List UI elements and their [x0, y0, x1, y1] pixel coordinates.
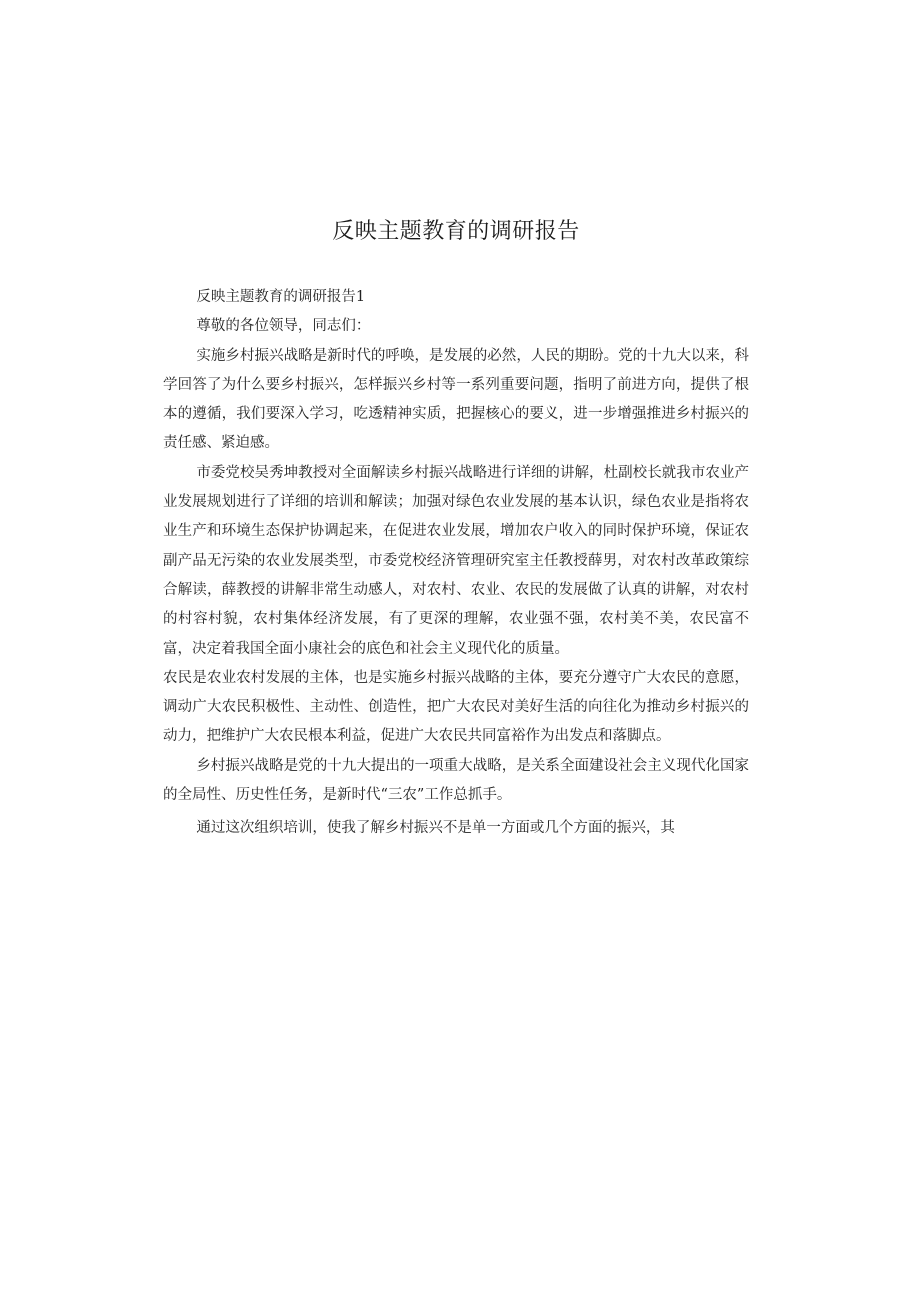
- paragraph: 通过这次组织培训，使我了解乡村振兴不是单一方面或几个方面的振兴，其: [196, 820, 675, 837]
- document-title: 反映主题教育的调研报告: [332, 219, 580, 244]
- document-subtitle: 反映主题教育的调研报告1: [196, 289, 366, 305]
- paragraph: 乡村振兴战略是党的十九大提出的一项重大战略，是关系全面建设社会主义现代化国家的全局性、历史性任务，是新时代“三农”工作总抓手。: [163, 757, 749, 804]
- paragraph: 农民是农业农村发展的主体，也是实施乡村振兴战略的主体，要充分遵守广大农民的意愿，调动广大农民积极性、主动性、创造性，把广大农民对美好生活的向往化为推动乡村振兴的动力，把维护广大农民根本利益，促进广大农民共同富裕作为出发点和落脚点。: [163, 669, 749, 745]
- document-body: [163, 283, 749, 844]
- paragraph: 市委党校吴秀坤教授对全面解读乡村振兴战略进行详细的讲解，杜副校长就我市农业产业发展规划进行了详细的培训和解读；加强对绿色农业发展的基本认识，绿色农业是指将农业生产和环境生态保护协调起来，在促进农业发展，增加农户收入的同时保护环境，保证农副产品无污染的农业发展类型，市委党校经济管理研究室主任教授薛男，对农村改革政策综合解读，薛教授的讲解非常生动感人，对农村、农业、农民的发展做了认真的讲解，对农村的村容村貌，农村集体经济发展，有了更深的理解，农业强不强，农村美不美，农民富不富，决定着我国全面小康社会的底色和社会主义现代化的质量。: [163, 464, 749, 657]
- paragraph: 实施乡村振兴战略是新时代的呼唤，是发展的必然，人民的期盼。党的十九大以来，科学回答了为什么要乡村振兴，怎样振兴乡村等一系列重要问题，指明了前进方向，提供了根本的遵循，我们要深入学习，吃透精神实质，把握核心的要义，进一步增强推进乡村振兴的责任感、紧迫感。: [163, 347, 749, 452]
- salutation: 尊敬的各位领导，同志们：: [196, 318, 371, 335]
